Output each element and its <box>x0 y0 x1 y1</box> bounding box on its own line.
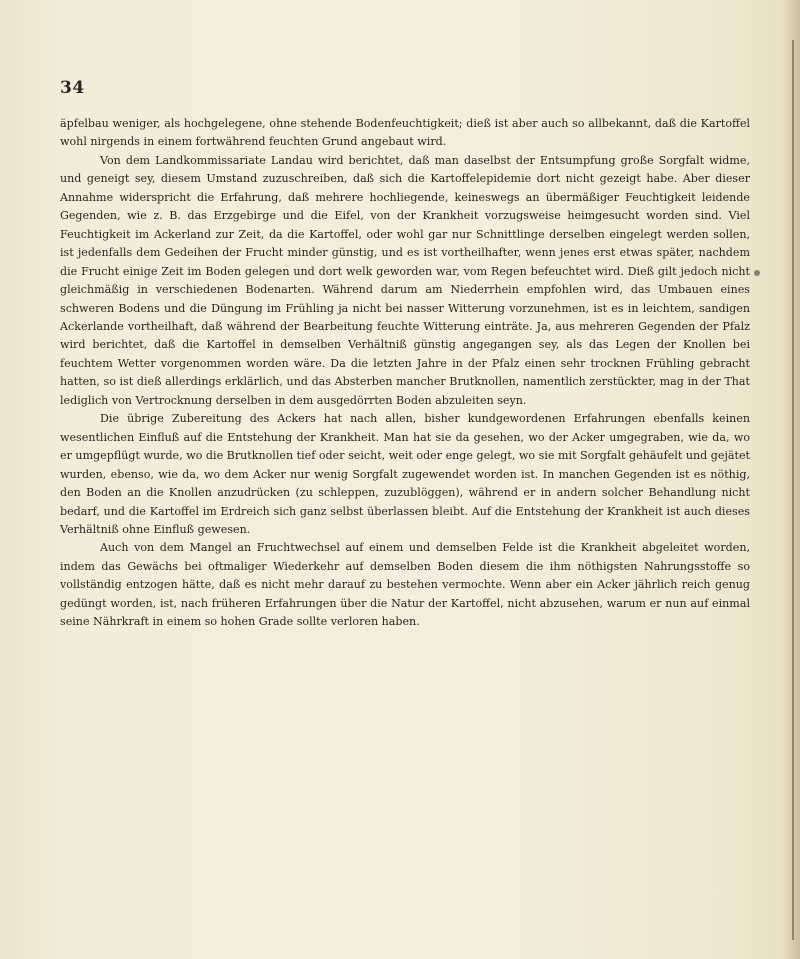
paragraph-3: Die übrige Zubereitung des Ackers hat nach allen, bisher kundgewordenen Erfahrungen ebenfalls keinen wesentlichen Einfluß auf die Entstehung der Krankheit. Man hat sie da gesehen, wo der Acker umgegraben, wie da, wo er umgepflügt wurde, wo die Brutknollen tief oder seicht, weit oder enge gelegt, wo sie mit Sorgfalt gehäufelt und gejätet wurden, ebenso, wie da, wo dem Acker nur wenig Sorgfalt zugewendet worden ist. In manchen Gegenden ist es nöthig, den Boden an die Knollen anzudrücken (zu schleppen, zuzublöggen), während er in andern solcher Behandlung nicht bedarf, und die Kartoffel im Erdreich sich ganz selbst überlassen bleibt. Auf die Entstehung der Krankheit ist auch dieses Verhältniß ohne Einfluß gewesen. <box>60 412 750 536</box>
ink-spot <box>754 270 760 276</box>
paragraph-4: Auch von dem Mangel an Fruchtwechsel auf einem und demselben Felde ist die Krankheit abgeleitet worden, indem das Gewächs bei oftmaliger Wiederkehr auf demselben Boden diesem die ihm nöthigsten Nahrungsstoffe so vollständig entzogen hätte, daß es nicht mehr darauf zu bestehen vermochte. Wenn aber ein Acker jährlich reich genug gedüngt worden, ist, nach früheren Erfahrungen über die Natur der Kartoffel, nicht abzusehen, warum er nun auf einmal seine Nährkraft in einem so hohen Grade sollte verloren haben. <box>60 541 750 629</box>
page-edge-shadow <box>782 0 800 959</box>
page-edge-line <box>792 40 794 940</box>
paragraph-2: Von dem Landkommissariate Landau wird berichtet, daß man daselbst der Entsumpfung große Sorgfalt widme, und geneigt sey, diesem Umstand zuzuschreiben, daß sich die Kartoffelepidemie dort nicht gezeigt habe. Aber dieser Annahme widerspricht die Erfahrung, daß mehrere hochliegende, keineswegs an übermäßiger Feuchtigkeit leidende Gegenden, wie z. B. das Erzgebirge und die Eifel, von der Krankheit vorzugsweise heimgesucht worden sind. Viel Feuchtigkeit im Ackerland zur Zeit, da die Kartoffel, oder wohl gar nur Schnittlinge derselben eingelegt werden sollen, ist jedenfalls dem Gedeihen der Frucht minder günstig, und es ist vortheilhafter, wenn jenes erst etwas später, nachdem die Frucht einige Zeit im Boden gelegen und dort welk geworden war, vom Regen befeuchtet wird. Dieß gilt jedoch nicht gleichmäßig in verschiedenen Bodenarten. Während darum am Niederrhein empfohlen wird, das Umbauen eines schweren Bodens und die Düngung im Frühling ja nicht bei nasser Witterung vorzunehmen, ist es in leichtem, sandigen Ackerlande vortheilhaft, daß während der Bearbeitung feuchte Witterung einträte. Ja, aus mehreren Gegenden der Pfalz wird berichtet, daß die Kartoffel in demselben Verhältniß günstig angegangen sey, als das Legen der Knollen bei feuchtem Wetter vorgenommen worden wäre. Da die letzten Jahre in der Pfalz einen sehr trocknen Frühling gebracht hatten, so ist dieß allerdings erklärlich, und das Absterben mancher Brutknollen, namentlich zerstückter, mag in der That lediglich von Vertrocknung derselben in dem ausgedörrten Boden abzuleiten seyn. <box>60 153 750 407</box>
paragraph-1: äpfelbau weniger, als hochgelegene, ohne stehende Bodenfeuchtigkeit; dieß ist aber auch so allbekannt, daß die Kartoffel wohl nirgends in einem fortwährend feuchten Grund angebaut wird. <box>60 117 750 149</box>
page-number: 34 <box>60 78 85 98</box>
body-text <box>60 115 750 632</box>
